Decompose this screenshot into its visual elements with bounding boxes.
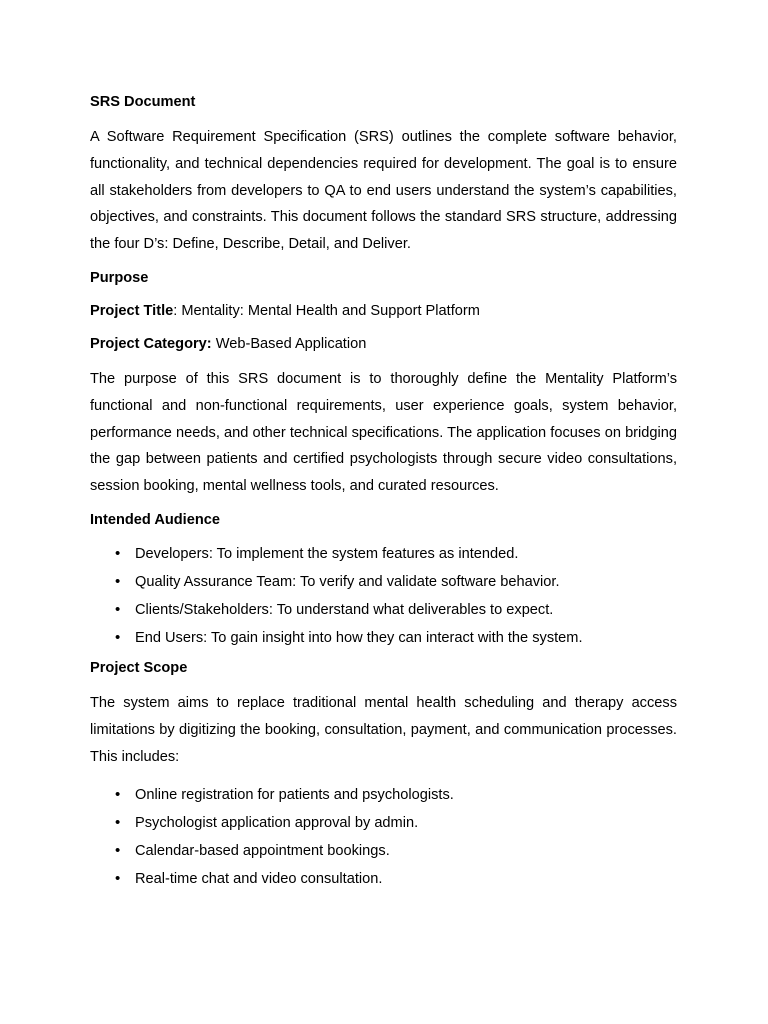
list-item-text: End Users: To gain insight into how they can interact with the system.: [135, 629, 583, 646]
bullet-icon: •: [115, 842, 121, 860]
list-item-text: Calendar-based appointment bookings.: [135, 843, 390, 860]
project-title-value: : Mentality: Mental Health and Support Platform: [173, 302, 480, 319]
list-item: [90, 624, 677, 652]
intro-paragraph: A Software Requirement Specification (SRS) outlines the complete software behavior, functionality, and technical dependencies required for development. The goal is to ensure all stakeholders from developers to QA to end users understand the system’s capabilities, objectives, and constraints. This document follows the standard SRS structure, addressing the four D’s: Define, Describe, Detail, and Deliver.: [90, 129, 677, 253]
bullet-icon: •: [115, 814, 121, 832]
audience-heading: Intended Audience: [90, 511, 221, 528]
scope-list: [90, 781, 677, 893]
purpose-heading: Purpose: [90, 269, 149, 286]
scope-paragraph: The system aims to replace traditional mental health scheduling and therapy access limitations by digitizing the booking, consultation, payment, and communication processes. This includes:: [90, 694, 677, 765]
list-item-text: Developers: To implement the system features as intended.: [135, 545, 519, 562]
project-title-line: [90, 301, 677, 321]
list-item-text: Real-time chat and video consultation.: [135, 871, 383, 888]
bullet-icon: •: [115, 786, 121, 804]
project-category-value: Web-Based Application: [211, 335, 367, 352]
purpose-paragraph: The purpose of this SRS document is to thoroughly define the Mentality Platform’s functional and non-functional requirements, user experience goals, system behavior, performance needs, and other technical specifications. The application focuses on bridging the gap between patients and certified psychologists through secure video consultations, session booking, mental wellness tools, and curated resources.: [90, 370, 677, 495]
bullet-icon: •: [115, 544, 121, 562]
document-title: SRS Document: [90, 94, 196, 110]
project-category-line: [90, 334, 677, 354]
list-item: [90, 540, 677, 568]
document-body: [90, 92, 677, 893]
project-category-label: Project Category:: [90, 335, 212, 352]
bullet-icon: •: [115, 572, 121, 590]
list-item: [90, 596, 677, 624]
list-item: [90, 837, 677, 865]
bullet-icon: •: [115, 600, 121, 618]
list-item-text: Clients/Stakeholders: To understand what deliverables to expect.: [135, 601, 554, 618]
scope-heading: Project Scope: [90, 659, 188, 676]
audience-list: [90, 540, 677, 652]
list-item-text: Psychologist application approval by admin.: [135, 815, 419, 832]
list-item: [90, 781, 677, 809]
bullet-icon: •: [115, 870, 121, 888]
list-item-text: Online registration for patients and psychologists.: [135, 787, 454, 804]
project-title-label: Project Title: [90, 302, 174, 319]
list-item: [90, 568, 677, 596]
list-item: [90, 809, 677, 837]
list-item: [90, 865, 677, 893]
list-item-text: Quality Assurance Team: To verify and validate software behavior.: [135, 573, 560, 590]
bullet-icon: •: [115, 628, 121, 646]
